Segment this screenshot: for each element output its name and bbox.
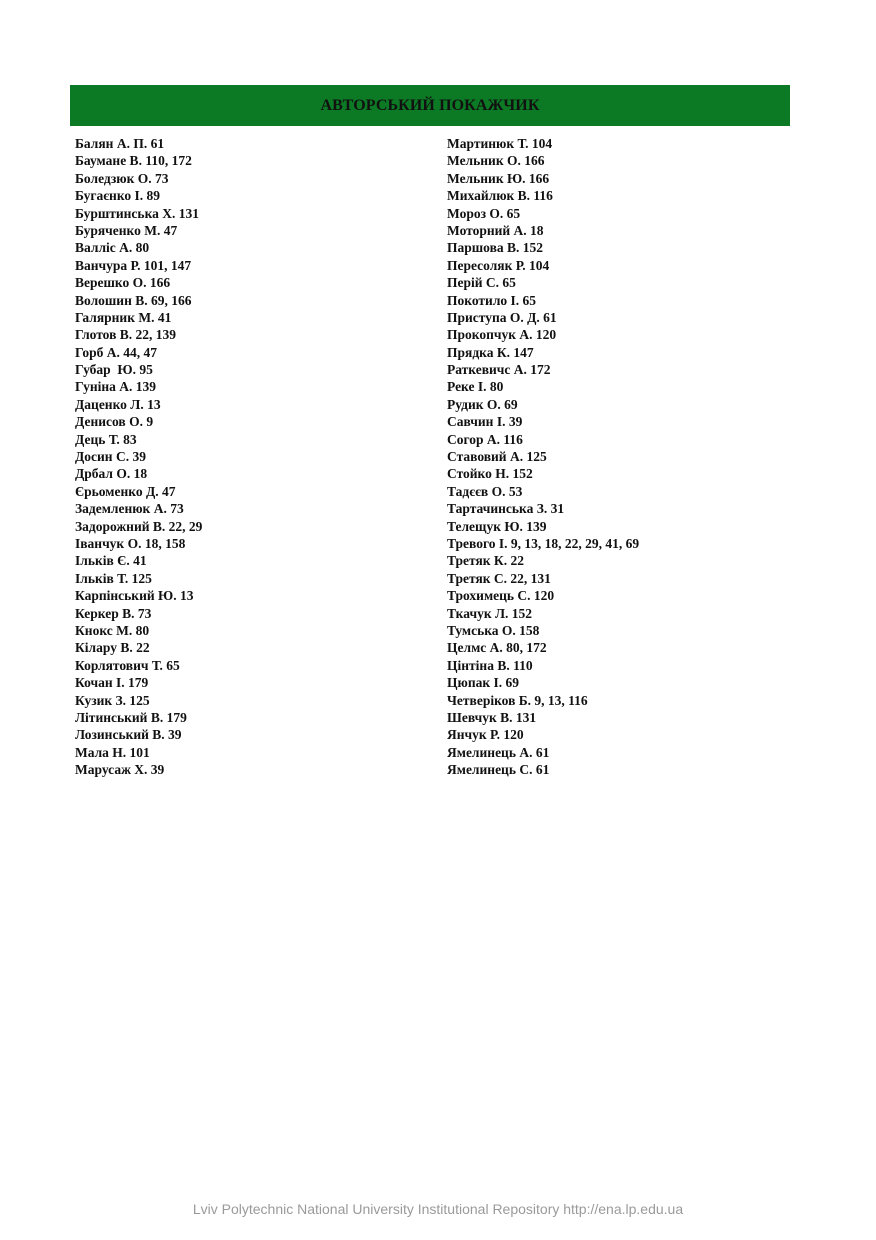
index-entry: Прокопчук А. 120: [447, 327, 557, 343]
index-entry: Дрбал О. 18: [75, 466, 148, 482]
index-entry: Дець Т. 83: [75, 431, 137, 447]
index-entry: Гуніна А. 139: [75, 379, 157, 395]
repository-footer: Lviv Polytechnic National University Institutional Repository http://ena.lp.edu.ua: [192, 1201, 684, 1217]
index-column-right: [447, 135, 639, 778]
index-entry: Верешко О. 166: [75, 275, 171, 291]
index-entry: Ямелинець А. 61: [447, 744, 550, 760]
index-entry: Лозинський В. 39: [75, 727, 182, 743]
index-entry: Мала Н. 101: [75, 744, 150, 760]
header-bar: [70, 85, 790, 126]
index-entry: Єрьоменко Д. 47: [75, 483, 176, 499]
index-entry: Бугаєнко І. 89: [75, 188, 161, 204]
index-entry: Тадєєв О. 53: [447, 483, 523, 499]
index-entry: Боледзюк О. 73: [75, 170, 169, 186]
index-entry: Моторний А. 18: [447, 222, 544, 238]
index-entry: Літинський В. 179: [75, 709, 187, 725]
index-entry: Стойко Н. 152: [447, 466, 533, 482]
index-entry: Согор А. 116: [447, 431, 523, 447]
index-entry: Шевчук В. 131: [447, 709, 537, 725]
index-entry: Денисов О. 9: [75, 414, 154, 430]
index-column-left: [75, 135, 202, 778]
index-entry: Волошин В. 69, 166: [75, 292, 192, 308]
index-entry: Марусаж Х. 39: [75, 762, 165, 778]
index-entry: Мартинюк Т. 104: [447, 136, 553, 151]
index-entry: Перій С. 65: [447, 275, 516, 291]
index-entry: Трохимець С. 120: [447, 588, 555, 604]
index-entry: Валліс А. 80: [75, 240, 150, 256]
index-entry: Раткевичс А. 172: [447, 362, 551, 378]
index-entry: Покотило І. 65: [447, 292, 537, 308]
index-entry: Третяк С. 22, 131: [447, 570, 551, 586]
index-entry: Телещук Ю. 139: [447, 518, 547, 534]
page-title: АВТОРСЬКИЙ ПОКАЖЧИК: [320, 96, 540, 114]
index-entry: Глотов В. 22, 139: [75, 327, 176, 343]
index-entry: Іванчук О. 18, 158: [75, 535, 186, 551]
index-entry: Ільків Т. 125: [75, 570, 152, 586]
index-entry: Кнокс М. 80: [75, 622, 150, 638]
index-entry: Тумська О. 158: [447, 622, 540, 638]
index-entry: Ямелинець С. 61: [447, 762, 550, 778]
index-entry: Янчук Р. 120: [447, 727, 524, 743]
index-entry: Керкер В. 73: [75, 605, 152, 621]
index-entry: Ткачук Л. 152: [447, 605, 533, 621]
index-entry: Корлятович Т. 65: [75, 657, 180, 673]
index-entry: Тревого І. 9, 13, 18, 22, 29, 41, 69: [447, 535, 640, 551]
index-entry: Задемленюк А. 73: [75, 501, 184, 517]
index-entry: Ільків Є. 41: [75, 553, 147, 569]
index-entry: Рудик О. 69: [447, 396, 518, 412]
index-entry: Приступа О. Д. 61: [447, 309, 557, 325]
index-entry: Кілару В. 22: [75, 640, 150, 656]
index-entry: Горб А. 44, 47: [75, 344, 158, 360]
index-entry: Досин С. 39: [75, 449, 146, 465]
index-entry: Четверіков Б. 9, 13, 116: [447, 692, 588, 708]
index-entry: Ставовий А. 125: [447, 449, 547, 465]
index-entry: Третяк К. 22: [447, 553, 524, 569]
index-entry: Баумане В. 110, 172: [75, 153, 192, 169]
index-entry: Губар Ю. 95: [75, 362, 153, 378]
index-entry: Балян А. П. 61: [75, 136, 165, 151]
index-entry: Мороз О. 65: [447, 205, 521, 221]
index-entry: Мельник О. 166: [447, 153, 545, 169]
index-entry: Задорожний В. 22, 29: [75, 518, 203, 534]
index-entry: Михайлюк В. 116: [447, 188, 553, 204]
index-entry: Реке І. 80: [447, 379, 504, 395]
index-entry: Галярник М. 41: [75, 309, 172, 325]
index-entry: Буряченко М. 47: [75, 222, 178, 238]
index-entry: Прядка К. 147: [447, 344, 534, 360]
index-entry: Бурштинська Х. 131: [75, 205, 200, 221]
index-entry: Ванчура Р. 101, 147: [75, 257, 192, 273]
index-entry: Целмс А. 80, 172: [447, 640, 547, 656]
index-entry: Карпінський Ю. 13: [75, 588, 194, 604]
index-entry: Тартачинська З. 31: [447, 501, 565, 517]
index-entry: Мельник Ю. 166: [447, 170, 550, 186]
index-entry: Кочан І. 179: [75, 675, 149, 691]
index-entry: Цінтіна В. 110: [447, 657, 533, 673]
index-entry: Цюпак І. 69: [447, 675, 520, 691]
index-entry: Паршова В. 152: [447, 240, 543, 256]
index-entry: Пересоляк Р. 104: [447, 257, 550, 273]
index-entry: Даценко Л. 13: [75, 396, 161, 412]
index-entry: Савчин І. 39: [447, 414, 523, 430]
index-entry: Кузик З. 125: [75, 692, 150, 708]
